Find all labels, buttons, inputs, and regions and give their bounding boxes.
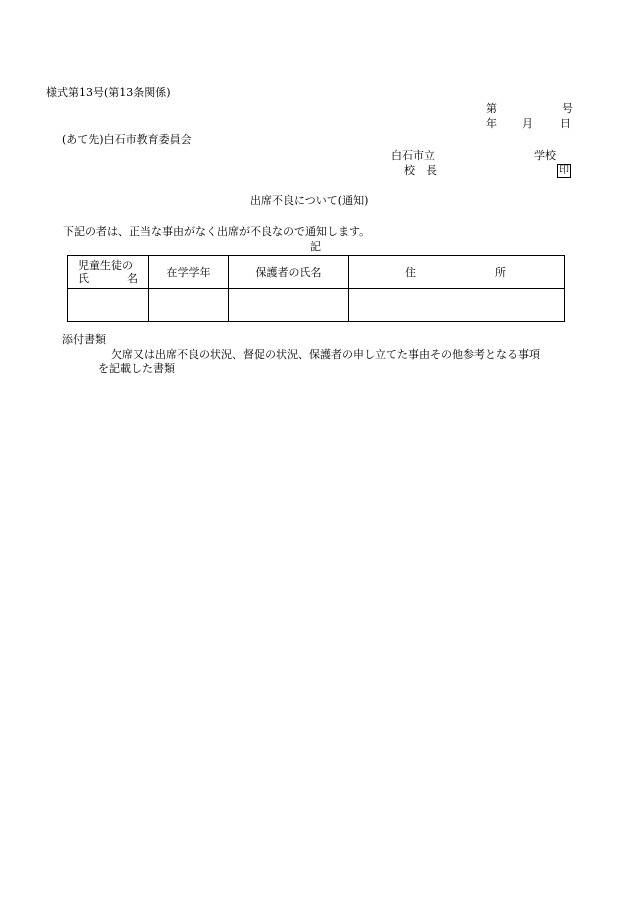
doc-number-prefix: 第 <box>486 102 497 115</box>
attachment-heading: 添付書類 <box>62 333 106 346</box>
date-month: 月 <box>522 117 533 130</box>
seal-text: 印 <box>559 165 569 176</box>
header-address-sho: 所 <box>495 265 506 279</box>
table-header-row <box>68 256 565 289</box>
doc-number-suffix: 号 <box>562 102 573 115</box>
header-guardian: 保護者の氏名 <box>229 256 349 289</box>
principal-label: 校 長 <box>404 164 437 177</box>
cell-address <box>349 289 565 322</box>
header-student-line1: 児童生徒の <box>78 259 133 272</box>
student-table <box>67 255 565 322</box>
date-day: 日 <box>560 117 571 130</box>
header-student-name <box>68 256 149 289</box>
header-student-line2 <box>68 272 148 285</box>
cell-grade <box>149 289 229 322</box>
attachment-line1: 欠席又は出席不良の状況、督促の状況、保護者の申し立てた事由その他参考となる事項 <box>111 348 540 361</box>
addressee: (あて先)白石市教育委員会 <box>62 133 192 146</box>
cell-student-name <box>68 289 149 322</box>
header-student-uji: 氏 <box>78 272 89 285</box>
body-text: 下記の者は、正当な事由がなく出席が不良なので通知します。 <box>63 225 371 238</box>
school-prefix: 白石市立 <box>391 149 435 162</box>
date-year: 年 <box>486 117 497 130</box>
document-title: 出席不良について(通知) <box>250 194 369 207</box>
header-student-mei: 名 <box>127 272 138 285</box>
header-address-wrap <box>349 266 564 279</box>
school-suffix: 学校 <box>534 149 556 162</box>
table-row <box>68 289 565 322</box>
attachment-line2: を記載した書類 <box>98 362 175 375</box>
header-grade: 在学学年 <box>149 256 229 289</box>
header-address-ju: 住 <box>405 265 416 279</box>
ki-label: 記 <box>310 240 321 253</box>
header-address <box>349 256 565 289</box>
cell-guardian <box>229 289 349 322</box>
form-number: 様式第13号(第13条関係) <box>46 86 171 99</box>
seal-mark <box>557 163 571 178</box>
